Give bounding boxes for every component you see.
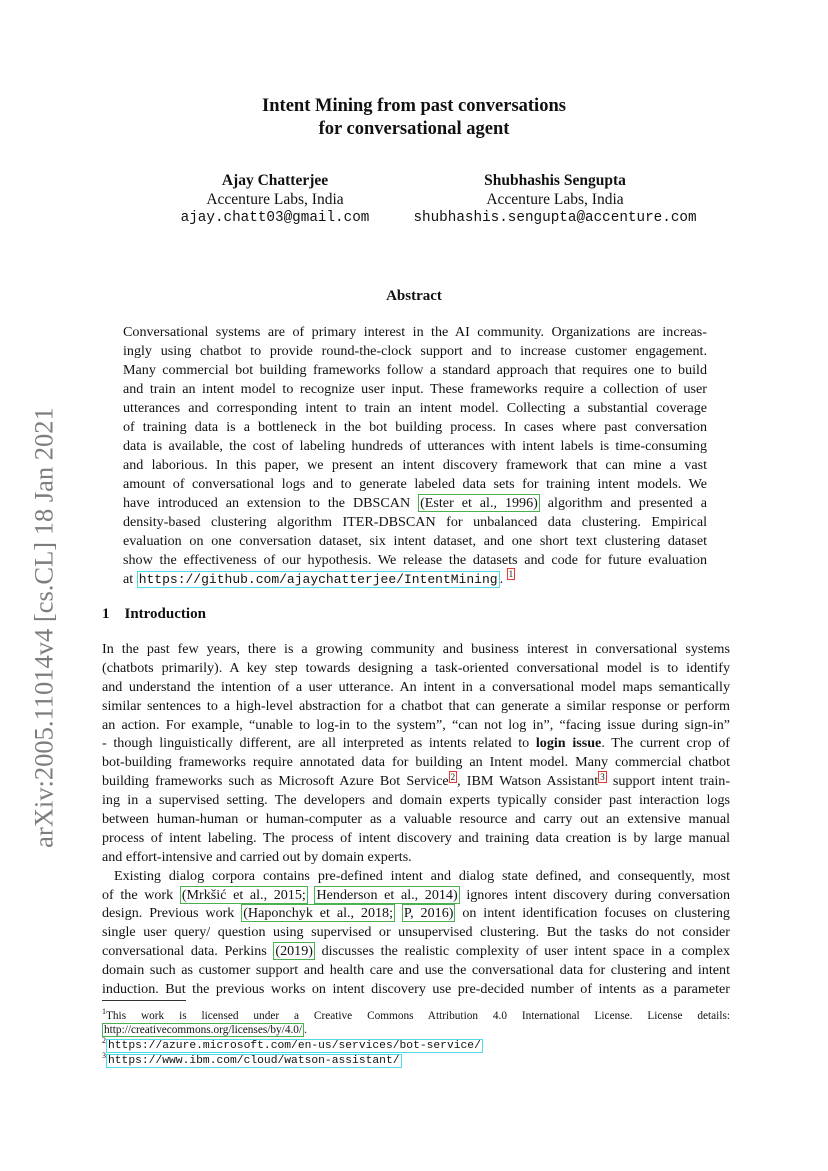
abstract-line: evaluation on one conversation dataset, six intent dataset, and one short text clustering dataset: [123, 533, 707, 549]
abstract-body: [123, 323, 707, 589]
abstract-text: have introduced an extension to the DBSCAN: [123, 495, 411, 511]
abstract-line: density-based clustering algorithm ITER-DBSCAN for unbalanced data clustering. Empirical: [123, 514, 707, 530]
text-line: process of intent labeling. The process of intent discovery and training data creation is by large manual: [102, 829, 730, 846]
abstract-line: of training data is a bottleneck in the bot building process. In cases where past conversation: [123, 419, 707, 435]
citation-link-henderson[interactable]: Henderson et al., 2014): [316, 886, 458, 903]
text-span: conversational data. Perkins: [102, 943, 267, 960]
text-span: , IBM Watson Assistant: [457, 773, 599, 790]
title-line-2: for conversational agent: [318, 119, 510, 139]
abstract-line: [123, 570, 707, 589]
author-email[interactable]: shubhashis.sengupta@accenture.com: [413, 210, 697, 226]
text-line: an action. For example, “unable to log-in to the system”, “can not log in”, “facing issue during sign-in”: [102, 716, 730, 733]
text-line: single user query/ question using supervised or unsupervised clustering. But the tasks do not consider: [102, 924, 730, 941]
text-line: similar sentences to a high-level abstraction for a chatbot that can generate a similar response or perform: [102, 697, 730, 714]
text-line: [102, 886, 730, 905]
abstract-line: Many commercial bot building frameworks follow a standard approach that requires one to build: [123, 362, 707, 378]
citation-link-p2016[interactable]: P, 2016): [403, 905, 454, 922]
author-affiliation: Accenture Labs, India: [486, 191, 624, 208]
section-title: Introduction: [124, 606, 206, 622]
license-link[interactable]: http://creativecommons.org/licenses/by/4.0/: [104, 1024, 303, 1037]
introduction-section: [102, 605, 730, 999]
footnote-3: [102, 1049, 730, 1068]
citation-link-haponchyk[interactable]: (Haponchyk et al., 2018;: [243, 905, 394, 922]
text-line: [102, 734, 730, 753]
title-line-1: Intent Mining from past conversations: [262, 96, 566, 116]
footnote-marker-2[interactable]: 2: [450, 771, 456, 782]
footnote-marker-3[interactable]: 3: [600, 771, 605, 782]
text-span: discusses the realistic complexity of user intent space in a complex: [321, 943, 730, 960]
text-span: on intent identification focuses on clustering: [462, 905, 730, 922]
author-name: Shubhashis Sengupta: [484, 172, 626, 189]
author-block-2: [385, 171, 725, 228]
text-line: domain such as customer support and health care and use the conversational data for clustering and intent: [102, 962, 730, 979]
text-span: design. Previous work: [102, 905, 235, 922]
footnote-divider: [102, 1000, 186, 1001]
text-line: bot-building frameworks require annotated data for building an Intent model. Many commercial chatbot: [102, 754, 730, 771]
abstract-line: ingly using chatbot to provide round-the-clock support and to increase customer engagement.: [123, 343, 707, 359]
citation-link-perkins[interactable]: (2019): [275, 943, 313, 960]
text-span: . The current crop of: [601, 735, 730, 752]
abstract-text: algorithm and presented a: [547, 495, 707, 511]
abstract-line: utterances and corresponding intent to train an intent model. Collecting a substantial coverage: [123, 400, 707, 416]
abstract-line: amount of conversational logs and to generate labeled data sets for training intent models. We: [123, 476, 707, 492]
footnote-suffix: .: [304, 1024, 307, 1037]
footnote-number: 3: [102, 1051, 106, 1060]
text-span: support intent train-: [606, 773, 731, 790]
text-span: building frameworks such as Microsoft Azure Bot Service: [102, 773, 449, 790]
footnote-1: [102, 1005, 730, 1038]
citation-link-ester[interactable]: (Ester et al., 1996): [420, 495, 538, 511]
text-line: and understand the intention of a user utterance. An intent in a conversational model maps semantically: [102, 678, 730, 695]
author-block-1: [155, 171, 395, 228]
footnote-marker-1[interactable]: 1: [508, 569, 514, 580]
author-affiliation: Accenture Labs, India: [206, 191, 344, 208]
abstract-line: show the effectiveness of our hypothesis. We release the datasets and code for future evaluation: [123, 552, 707, 568]
abstract-text: at: [123, 571, 134, 587]
abstract-heading: Abstract: [386, 288, 442, 304]
text-line: (chatbots primarily). A key step towards designing a task-oriented conversational model is to identify: [102, 659, 730, 676]
citation-link-mrksic[interactable]: (Mrkšić et al., 2015;: [181, 886, 306, 903]
intro-paragraph-2: [102, 867, 730, 999]
section-heading: [102, 605, 730, 623]
footnote-text: This work is licensed under a Creative Commons Attribution 4.0 International License. License details:: [106, 1009, 730, 1022]
watson-assistant-link[interactable]: https://www.ibm.com/cloud/watson-assistant/: [108, 1054, 400, 1067]
github-url-link[interactable]: https://github.com/ajaychatterjee/IntentMining: [138, 572, 498, 587]
text-line: ing in a supervised setting. The developers and domain experts typically consider past interaction logs: [102, 792, 730, 809]
footnote-number: 1: [102, 1007, 106, 1016]
arxiv-identifier-stamp: arXiv:2005.11014v4 [cs.CL] 18 Jan 2021: [28, 407, 59, 848]
keyword-login-issue: login issue: [535, 735, 602, 752]
text-line: [102, 904, 730, 923]
abstract-line: data is available, the cost of labeling hundreds of utterances with intent labels is time-consuming: [123, 438, 707, 454]
text-line: Existing dialog corpora contains pre-defined intent and dialog state defined, and consequently, most: [114, 867, 730, 884]
azure-bot-service-link[interactable]: https://azure.microsoft.com/en-us/services/bot-service/: [108, 1039, 481, 1052]
abstract-line: and train an intent model to recognize user input. These frameworks require a collection of user: [123, 381, 707, 397]
text-line: In the past few years, there is a growing community and business interest in conversational systems: [102, 641, 730, 657]
abstract-line: and laborious. In this paper, we present an intent discovery framework that can mine a vast: [123, 457, 707, 473]
text-line: [102, 772, 730, 791]
text-span: ignores intent discovery during conversation: [466, 886, 731, 903]
text-line: induction. But the previous works on intent discovery use pre-decided number of intents as a parameter: [102, 981, 730, 998]
section-number: 1: [102, 606, 110, 622]
author-email[interactable]: ajay.chatt03@gmail.com: [180, 210, 370, 226]
footnote-number: 2: [102, 1036, 106, 1045]
text-line: between human-human or human-computer as a valuable resource and carry out an extensive manual: [102, 811, 730, 828]
text-span: of the work: [102, 886, 174, 903]
text-line: and effort-intensive and carried out by domain experts.: [102, 848, 412, 865]
intro-paragraph-1: [102, 640, 730, 867]
paper-title: [0, 95, 828, 141]
abstract-line: [123, 494, 707, 513]
text-line: [102, 942, 730, 961]
abstract-text: .: [499, 571, 504, 587]
abstract-line: Conversational systems are of primary interest in the AI community. Organizations are increas-: [123, 324, 707, 340]
text-span: - though linguistically different, are all interpreted as intents related to: [102, 735, 530, 752]
author-name: Ajay Chatterjee: [221, 172, 329, 189]
